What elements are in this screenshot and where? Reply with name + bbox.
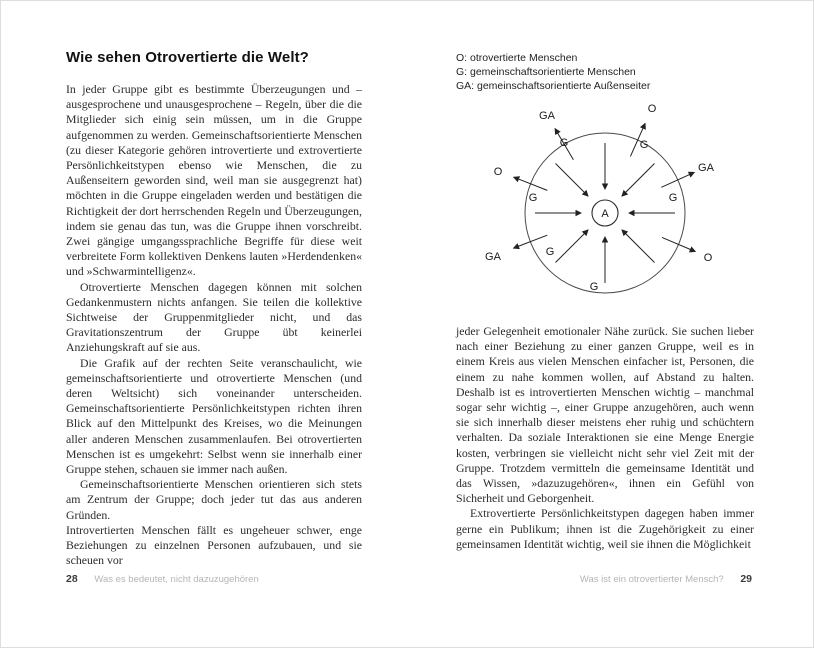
- paragraph: Extrovertierte Persönlichkeitstypen dagegen haben immer gerne ein Publikum; ihnen ist die Zugehörigkeit zu einer gemeinsamen Identität wichtig, weil sie ihnen die Möglichkeit: [456, 506, 754, 551]
- paragraph: Gemeinschaftsorientierte Menschen orientieren sich stets am Zentrum der Gruppe; doch jeder tut das aus anderen Gründen.: [66, 477, 362, 522]
- outer-label-o: O: [647, 103, 657, 115]
- left-page-text-column: [66, 49, 362, 569]
- outer-label-o: O: [493, 166, 503, 178]
- inner-label-g: G: [639, 139, 649, 151]
- group-orientation-diagram: [450, 93, 760, 328]
- paragraph: Introvertierten Menschen fällt es ungeheuer schwer, enge Beziehungen zu einzelnen Personen aufzubauen, und sie scheuen vor: [66, 522, 362, 568]
- outer-label-ga: GA: [698, 162, 714, 174]
- diagram-legend: [456, 51, 756, 93]
- right-page-text-column: [456, 324, 754, 552]
- legend-line-otrovertierte: O: otrovertierte Menschen: [456, 52, 578, 64]
- left-running-title: Was es bedeutet, nicht dazuzugehören: [94, 574, 259, 585]
- center-label: A: [601, 208, 609, 220]
- left-page-footer: [66, 573, 396, 585]
- inner-label-g: G: [528, 192, 538, 204]
- diagram-svg: [450, 93, 760, 328]
- outer-label-ga: GA: [485, 251, 501, 263]
- legend-line-aussenseiter: GA: gemeinschaftsorientierte Außenseiter: [456, 80, 651, 92]
- right-running-title: Was ist ein otrovertierter Mensch?: [579, 574, 724, 585]
- inner-label-g: G: [668, 192, 678, 204]
- paragraph: Die Grafik auf der rechten Seite veranschaulicht, wie gemeinschaftsorientierte und otrovertierte Menschen (und deren Weltsicht) sich voneinander unterscheiden. Gemeinschaftsorientierte Persönlichkeitstypen richten ihren Blick auf den Mittelpunkt des Kreises, wo die Meinungen aller anderen Menschen zusammenlaufen. Bei otrovertierten Menschen ist es umgekehrt: Selbst wenn sie innerhalb einer Gruppe stehen, schauen sie immer nach außen.: [66, 355, 362, 477]
- left-page-number: 28: [66, 573, 78, 585]
- outer-label-o: O: [703, 252, 713, 264]
- inner-label-g: G: [559, 137, 569, 149]
- left-page-body: [66, 82, 362, 569]
- outer-label-ga: GA: [539, 110, 555, 122]
- paragraph: jeder Gelegenheit emotionaler Nähe zurück. Sie suchen lieber nach einer Beziehung zu einer ganzen Gruppe, weil es in einem Kreis aus vielen Menschen einfacher ist, Personen, die einem zu nahe kommen wollen, auf Abstand zu halten. Deshalb ist es introvertierten Menschen wichtig – manchmal sogar sehr wichtig –, einer Gruppe anzugehören, auch wenn sie sich innerhalb dieser meistens eher ruhig und schüchtern verhalten. Da soziale Interaktionen sie eine Menge Energie kosten, verbringen sie vielleicht nicht sehr viel Zeit mit der Gruppe. Trotzdem vermitteln die gemeinsame Identität und das Wissen, »dazuzugehören«, ihnen ein Gefühl von Sicherheit und Geborgenheit.: [456, 324, 754, 506]
- inner-label-g: G: [545, 246, 555, 258]
- right-page-number: 29: [740, 573, 752, 585]
- outward-arrows: [514, 124, 696, 252]
- paragraph: Otrovertierte Menschen dagegen können mit solchen Gedankenmustern nichts anfangen. Sie teilen die kollektive Sichtweise der Gruppenmitglieder nicht, und das Gravitationszentrum der Gruppe übt keinerlei Anziehungskraft auf sie aus.: [66, 279, 362, 355]
- inner-label-g: G: [589, 281, 599, 293]
- legend-line-gemeinschaftsorientierte: G: gemeinschaftsorientierte Menschen: [456, 66, 636, 78]
- chapter-heading: Wie sehen Otrovertierte die Welt?: [66, 49, 309, 66]
- right-page-footer: [412, 573, 752, 585]
- paragraph: In jeder Gruppe gibt es bestimmte Überzeugungen und – ausgesprochene und unausgesprochene – Regeln, über die die Mitglieder sich einig sein müssen, um in die Gruppe aufgenommen zu werden. Gemeinschaftsorientierte Menschen (zu dieser Kategorie gehören introvertierte und extrovertierte Persönlichkeitstypen ebenso wie Menschen, die zu Außenseitern geworden sind, weil man sie ausgegrenzt hat) möchten in die Gruppe eingeladen werden und bestätigen die Richtigkeit der dort herrschenden Regeln und Überzeugungen, indem sie genau das tun, was die Gruppe ihnen vorschreibt. Zwei gängige umgangssprachliche Begriffe für diese weit verbreitete Form kollektiven Denkens lauten »Herdendenken« und »Schwarmintelligenz«.: [66, 82, 362, 279]
